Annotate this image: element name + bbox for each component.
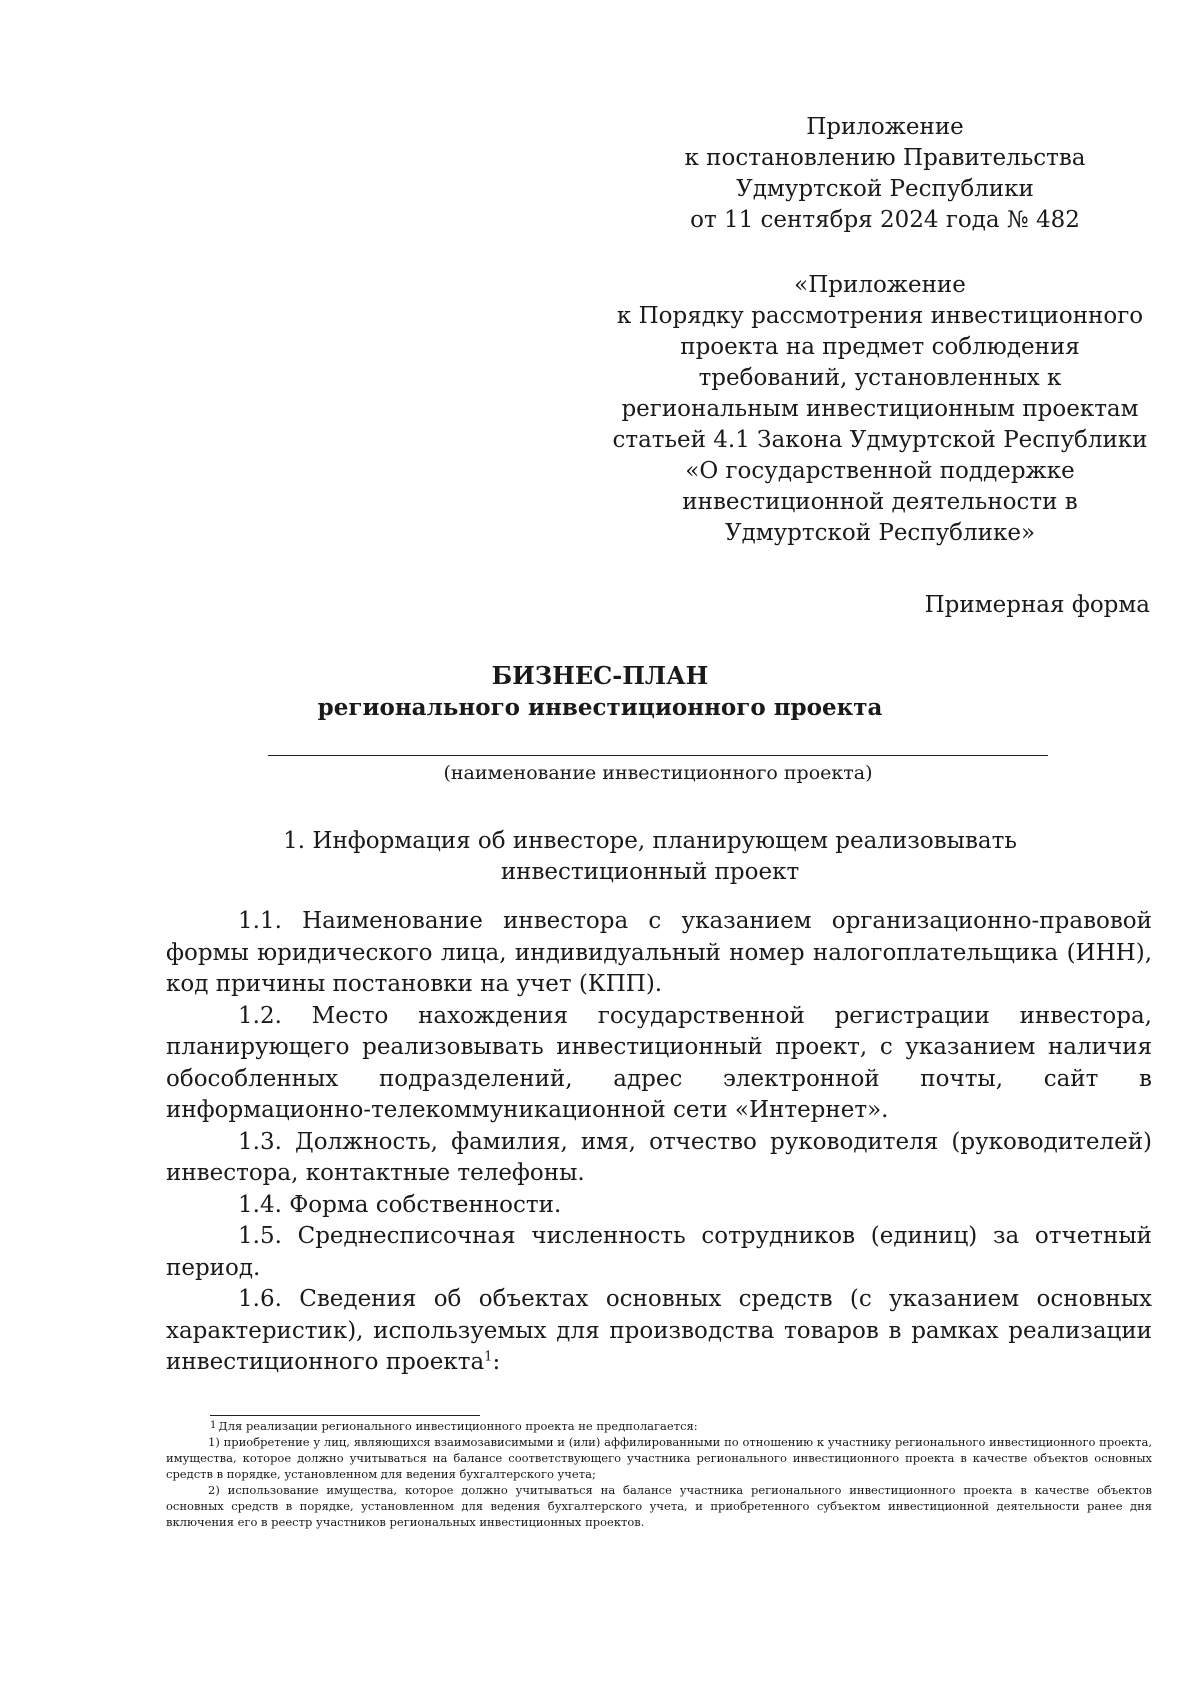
approval-line: Приложение [806, 114, 964, 140]
approval-line: от 11 сентября 2024 года № 482 [690, 207, 1080, 233]
list-item: 1.2. Место нахождения государственной регистрации инвестора, планирующего реализовывать инвестиционный проект, с указанием наличия обособленных подразделений, адрес электронной почты, сайт в информационно-телекоммуникационной сети «Интернет». [166, 1002, 1152, 1123]
list-item: 1.4. Форма собственности. [238, 1191, 562, 1218]
list-item-suffix: : [492, 1349, 501, 1375]
footnote-paragraph: 2) использование имущества, которое должно учитываться на балансе участника регионального инвестиционного проекта в качестве объектов основных средств в порядке, установленном для ведения бухгалтерского учета, и приобретенного субъектом инвестиционной деятельности ранее дня включения его в реестр участников региональных инвестиционных проектов. [166, 1483, 1152, 1529]
footnote-intro [166, 1418, 1152, 1434]
footnotes [166, 1418, 1152, 1530]
section-body [166, 906, 1152, 1379]
project-name-caption: (наименование инвестиционного проекта) [443, 762, 873, 784]
quoted-appendix-block [600, 270, 1160, 549]
footnote-paragraph: 1) приобретение у лиц, являющихся взаимозависимыми и (или) аффилированными по отношению к участнику регионального инвестиционного проекта, имущества, которое должно учитываться на балансе соответствующего участника регионального инвестиционного проекта в качестве объектов основных средств в порядке, установленном для ведения бухгалтерского учета; [166, 1435, 1152, 1481]
document-subtitle: регионального инвестиционного проекта [317, 694, 883, 721]
list-item: 1.5. Среднесписочная численность сотрудников (единиц) за отчетный период. [166, 1223, 1152, 1281]
footnote-reference[interactable]: 1 [484, 1349, 493, 1365]
quote-line: «О государственной поддержке [685, 458, 1075, 484]
approval-block [660, 112, 1110, 236]
list-item [166, 1284, 1152, 1379]
footnote-mark: 1 [210, 1420, 217, 1431]
quote-line: к Порядку рассмотрения инвестиционного [616, 303, 1144, 329]
quote-line: «Приложение [794, 272, 966, 298]
approval-line: Удмуртской Республики [736, 176, 1034, 202]
document-title: БИЗНЕС-ПЛАН [491, 661, 709, 690]
form-label: Примерная форма [924, 592, 1150, 618]
quote-line: проекта на предмет соблюдения [680, 334, 1080, 360]
project-name-blank-line [268, 755, 1048, 756]
quote-line: инвестиционной деятельности в [682, 489, 1078, 515]
quote-line: Удмуртской Республике» [724, 520, 1036, 546]
footnote-intro-text: Для реализации регионального инвестиционного проекта не предполагается: [218, 1419, 698, 1433]
quote-line: статьей 4.1 Закона Удмуртской Республики [612, 427, 1148, 453]
footnote-separator [210, 1415, 480, 1416]
approval-line: к постановлению Правительства [684, 145, 1086, 171]
list-item: 1.3. Должность, фамилия, имя, отчество руководителя (руководителей) инвестора, контактные телефоны. [166, 1128, 1152, 1186]
quote-line: требований, установленных к [698, 365, 1062, 391]
section-heading-line: инвестиционный проект [500, 859, 800, 885]
quote-line: региональным инвестиционным проектам [621, 396, 1139, 422]
list-item: 1.1. Наименование инвестора с указанием организационно-правовой формы юридического лица, индивидуальный номер налогоплательщика (ИНН), код причины постановки на учет (КПП). [166, 908, 1152, 997]
list-item-text: 1.6. Сведения об объектах основных средств (с указанием основных характеристик), используемых для производства товаров в рамках реализации инвестиционного проекта [166, 1286, 1152, 1375]
section-heading [200, 826, 1100, 888]
section-heading-line: 1. Информация об инвесторе, планирующем реализовывать [283, 828, 1017, 854]
